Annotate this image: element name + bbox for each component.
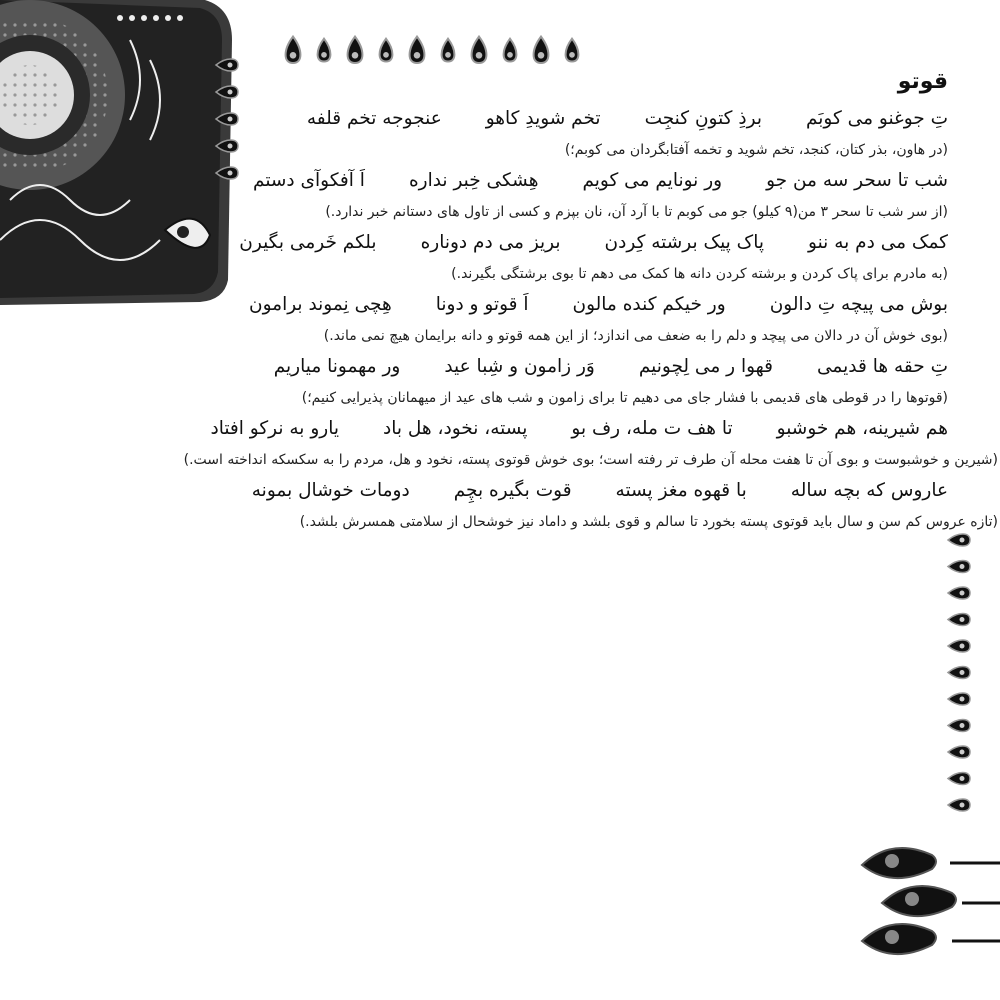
verse-segment: اَ آفکوآی دستم: [253, 170, 365, 191]
verse-segment: برذِ کتونِ کنجِت: [644, 108, 762, 129]
teardrop-ornament: [948, 773, 970, 785]
verse-segment: قهوا ر می لِچونیم: [638, 356, 774, 377]
verse-line: [148, 102, 948, 136]
verse-segment: با قهوه مغز پسته: [615, 480, 747, 501]
translation: (تازه عروس کم سن و سال باید قوتوی پسته بخورد تا سالم و قوی بلشد و داماد نیز خوشحال از سلامتی همسرش بلشد.): [299, 514, 998, 530]
verse-segment: شب تا سحر سه من جو: [766, 170, 948, 191]
verse-segment: پاک پیک برشته کِردن: [604, 232, 765, 253]
teardrop-ornament: [504, 39, 517, 62]
teardrop-ornament: [318, 39, 331, 62]
verse-segment: بوش می پیچه تِ دالون: [769, 294, 948, 315]
translation: (قوتوها را در قوطی های قدیمی با فشار جای می دهیم تا برای زامون و شب های عید از میهمانان پذیرایی کنیم؛): [301, 390, 948, 406]
stanza: [148, 164, 948, 226]
verse-segment: ور مهمونا میاریم: [273, 356, 401, 377]
verse-segment: عاروس که بچه ساله: [790, 480, 948, 501]
translation: (در هاون، بذر کتان، کنجد، تخم شوید و تخمه آفتابگردان می کوبم؛): [564, 142, 948, 158]
paisley-ornament: [862, 848, 1000, 878]
teardrop-ornament: [410, 37, 425, 63]
stanza: [148, 474, 998, 536]
teardrop-ornament: [286, 37, 301, 63]
teardrop-ornament: [442, 39, 455, 62]
teardrop-ornament: [534, 37, 549, 63]
verse-line: [148, 412, 948, 446]
verse-segment: هِچی نِموند برامون: [249, 294, 392, 315]
teardrop-ornament: [948, 561, 970, 573]
right-ornament-column: [940, 525, 980, 825]
paisley-ornament: [882, 886, 1000, 916]
stanza: [148, 412, 998, 474]
verse-segment: دومات خوشال بمونه: [251, 480, 410, 501]
teardrop-ornament: [948, 640, 970, 652]
verse-segment: اَ قوتو و دونا: [435, 294, 529, 315]
teardrop-ornament: [566, 39, 579, 62]
teardrop-ornament: [948, 720, 970, 732]
paisley-ornaments: [852, 835, 1000, 965]
teardrop-ornament: [948, 614, 970, 626]
teardrop-ornament: [348, 37, 363, 63]
verse-line: [148, 226, 948, 260]
verse-line: [148, 474, 948, 508]
translation: (بوی خوش آن در دالان می پیچد و دلم را به ضعف می اندازد؛ از این همه قوتو و دانه برایمان هیچ نمی ماند.): [323, 328, 948, 344]
teardrop-ornament: [472, 37, 487, 63]
stanza: [148, 350, 948, 412]
poem-title: قوتو: [897, 69, 948, 94]
verse-line: [148, 288, 948, 322]
paisley-ornament: [862, 924, 1000, 954]
verse-segment: بریز می دم دوناره: [420, 232, 561, 253]
teardrop-ornament: [948, 587, 970, 599]
teardrop-ornament: [948, 799, 970, 811]
translation: (به مادرم برای پاک کردن و برشته کردن دانه ها کمک می دهم تا بوی برشتگی بگیرند.): [451, 266, 948, 282]
verse-segment: هِشکی خِبر نداره: [408, 170, 539, 191]
verse-segment: عنجوجه تخم قلفه: [306, 108, 442, 129]
verse-line: [148, 350, 948, 384]
verse-segment: هم شیرینه، هم خوشبو: [776, 418, 948, 439]
teardrop-ornament: [948, 746, 970, 758]
verse-segment: بلکم خَرمی بگیرن: [239, 232, 377, 253]
verse-segment: تا هف ت مله، رف بو: [571, 418, 733, 439]
verse-segment: ور نونایم می کویم: [582, 170, 723, 191]
verse-segment: تِ حقه ها قدیمی: [817, 356, 948, 377]
verse-segment: تِ جوغنو می کوبَم: [805, 108, 948, 129]
teardrop-ornament: [948, 667, 970, 679]
verse-segment: قوت بگیره بچِم: [453, 480, 572, 501]
verse-segment: ور خیکم کنده مالون: [572, 294, 726, 315]
poem: [148, 62, 998, 536]
verse-line: [148, 164, 948, 198]
teardrop-ornament: [948, 693, 970, 705]
stanza: [148, 288, 948, 350]
stanza: [148, 102, 948, 164]
translation: (شیرین و خوشبوست و بوی آن تا هفت محله آن طرف تر رفته است؛ بوی خوش قوتوی پسته، نخود و هل، مردم را به سکسکه انداخته است.): [183, 452, 998, 468]
translation: (از سر شب تا سحر ۳ من(۹ کیلو) جو می کوبم تا با آرد آن، نان بپزم و کسی از تاول های دستانم خبر ندارد.): [325, 204, 948, 220]
verse-segment: پسته، نخود، هل باد: [382, 418, 528, 439]
stanza: [148, 226, 948, 288]
verse-segment: یارو به نرکو افتاد: [210, 418, 339, 439]
verse-segment: کمک می دم به ننو: [808, 232, 948, 253]
verse-segment: وَر زامون و شِبا عید: [444, 356, 595, 377]
teardrop-ornament: [380, 39, 393, 62]
verse-segment: تخم شویدِ کاهو: [485, 108, 601, 129]
